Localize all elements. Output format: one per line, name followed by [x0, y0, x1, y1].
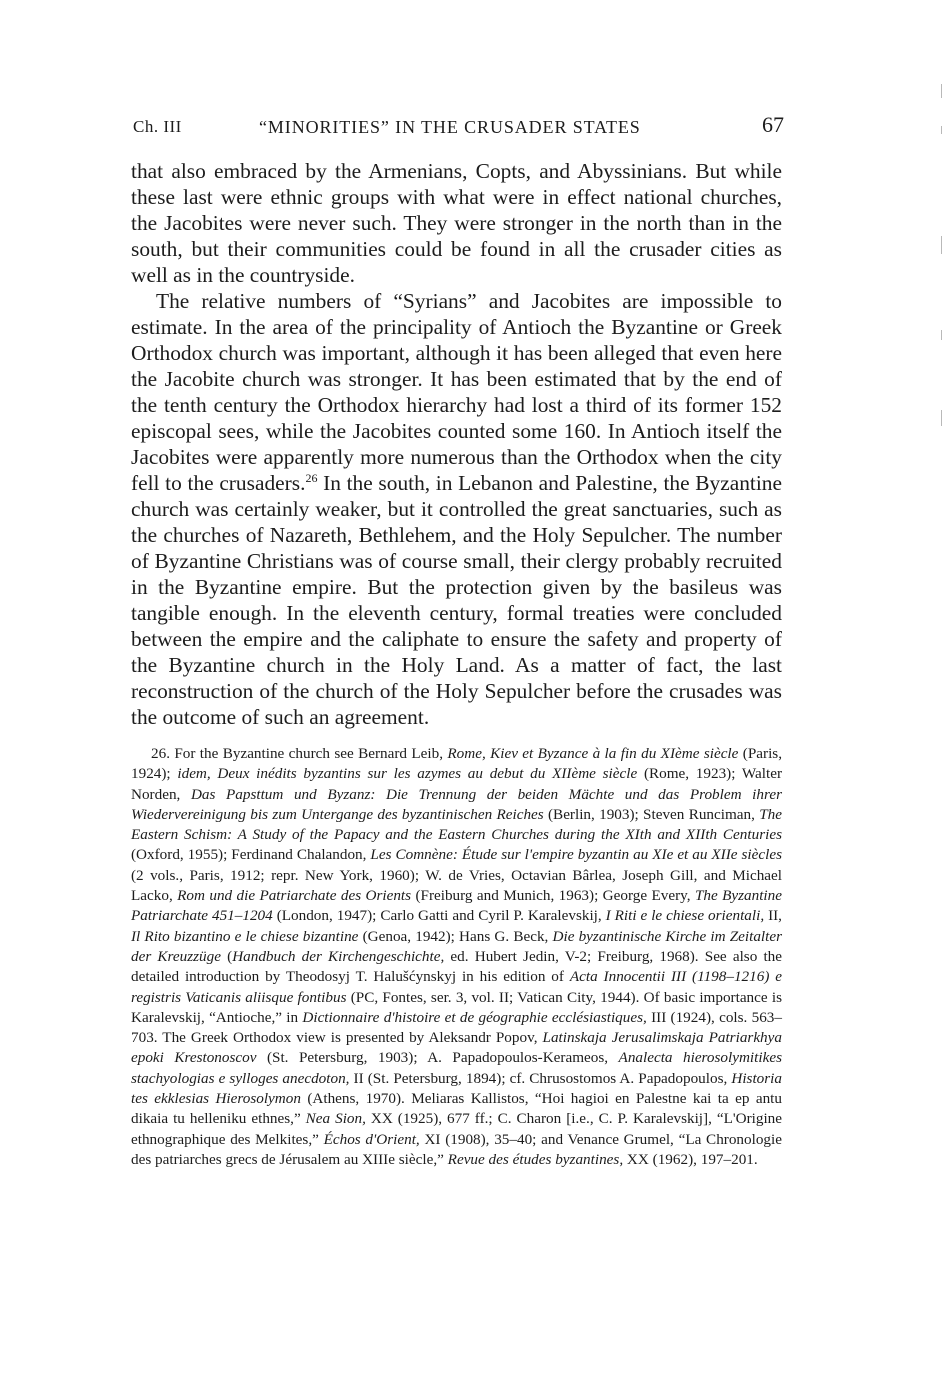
running-title: “MINORITIES” IN THE CRUSADER STATES — [259, 117, 641, 137]
footnote-text-run: (PC, Fontes, ser. 3, vol. II; Vatican City, 1944). Of basic importance is Karalevskij, “Antioche,” in — [131, 988, 782, 1026]
paragraph-2 — [131, 288, 782, 730]
footnote-title-italic: Il Rito bizantino e le chiese bizantine — [131, 927, 359, 945]
footnote-title-italic: Acta Innocentii III (1198–1216) e registris Vaticanis aliisque fontibus — [131, 968, 783, 1006]
footnote-26 — [131, 744, 782, 1170]
footnote-text-run: (Genoa, 1942); Hans G. Beck, — [358, 927, 553, 945]
book-page — [131, 112, 782, 1170]
footnote-title-italic: The Eastern Schism: A Study of the Papacy and the Eastern Churches during the XIth and XIIth Centuries — [131, 805, 782, 844]
footnote-text-run: (Paris, 1924); — [131, 745, 782, 783]
footnote-text-run: (St. Petersburg, 1903); A. Papadopoulos-Kerameos, — [256, 1049, 619, 1067]
footnote-reference-26[interactable]: 26 — [305, 471, 318, 485]
body-text — [131, 158, 782, 730]
footnote-text-run: (2 vols., Paris, 1912; repr. New York, 1960); W. de Vries, Octavian Bârlea, Joseph Gill, and Michael Lacko, — [131, 866, 782, 905]
footnote-text-run: (London, 1947); Carlo Gatti and Cyril P. Karalevskij, — [272, 907, 606, 925]
footnote-title-italic: Analecta hierosolymitikes stachyologias e sylloges anecdoton, — [131, 1049, 782, 1087]
footnote-text-run: (Berlin, 1903); Steven Runciman, — [543, 805, 760, 823]
footnote-text-run: (Oxford, 1955); Ferdinand Chalandon, — [131, 846, 371, 864]
footnote-text-run: (Freiburg and Munich, 1963); George Every, — [411, 887, 695, 905]
footnote-text-run: ed. Hubert Jedin, V-2; Freiburg, 1968). See also the detailed introduction by Theodosyj T. Halušćynskyj in his edition of — [131, 947, 782, 986]
footnote-text-run: (Athens, 1970). Meliaras Kallistos, “Hoi hagioi en Palestne kai ta ep antu dikaia tu helleniku ethnes,” — [131, 1090, 782, 1128]
page-edge-artifacts — [938, 0, 944, 1380]
footnote-title-italic: Latinskaja Jerusalimskaja Patriarkhya epoki Krestonoscov — [131, 1029, 782, 1067]
page-number: 67 — [762, 112, 784, 137]
footnote-title-italic: idem, Deux inédits byzantins sur les azymes au debut du XIIème siècle — [177, 765, 638, 783]
chapter-label: Ch. III — [133, 117, 182, 136]
footnote-title-italic: Échos d'Orient, — [323, 1130, 420, 1148]
footnote-text-run: II, — [764, 907, 782, 925]
footnote-title-italic: Handbuch der Kirchengeschichte, — [232, 947, 445, 965]
footnote-title-italic: Dictionnaire d'histoire et de géographie ecclésiastiques, — [302, 1008, 647, 1026]
footnote-title-italic: I Riti e le chiese orientali, — [605, 907, 765, 925]
footnote-text-run: III (1924), cols. 563–703. The Greek Orthodox view is presented by Aleksandr Popov, — [131, 1008, 782, 1047]
footnote-text-run: XI (1908), 35–40; and Venance Grumel, “La Chronologie des patriarches grecs de Jérusalem au XIIIe siècle,” — [131, 1130, 782, 1168]
footnote-title-italic: Das Papsttum und Byzanz: Die Trennung der beiden Mächte und das Problem ihrer Wiedervereinigung bis zum Untergange des byzantinischen Reiches — [131, 785, 782, 823]
footnote-title-italic: Revue des études byzantines, — [447, 1150, 624, 1168]
paragraph-2-part-1: The relative numbers of “Syrians” and Jacobites are impossible to estimate. In the area of the principality of Antioch the Byzantine or Greek Orthodox church was important, although it has been alleged that even here the Jacobite church was stronger. It has been estimated that by the end of the tenth century the Orthodox hierarchy had lost a third of its former 152 episcopal sees, while the Jacobites counted some 160. In Antioch itself the Jacobites were apparently more numerous than the Orthodox when the city fell to the crusaders. — [131, 289, 782, 495]
footnote-title-italic: Nea Sion, — [305, 1110, 366, 1128]
footnote-text-run: ( — [220, 947, 233, 965]
footnote-title-italic: Die byzantinische Kirche im Zeitalter der Kreuzzüge — [131, 927, 783, 965]
footnote-title-italic: Les Comnène: Étude sur l'empire byzantin au XIe et au XIIe siècles — [370, 846, 782, 864]
footnote-text-run: II (St. Petersburg, 1894); cf. Chrusostomos A. Papadopoulos, — [349, 1069, 732, 1087]
footnote-text-run: XX (1962), 197–201. — [623, 1150, 758, 1168]
footnote-title-italic: Rome, Kiev et Byzance à la fin du XIème siècle — [447, 745, 739, 762]
footnote-text — [131, 744, 782, 1170]
footnote-text-run: XX (1925), 677 ff.; C. Charon [i.e., C. P. Karalevskij], “L'Origine ethnographique des Melkites,” — [131, 1110, 782, 1148]
footnote-text-run: (Rome, 1923); Walter Norden, — [131, 765, 783, 803]
paragraph-1: that also embraced by the Armenians, Copts, and Abyssinians. But while these last were ethnic groups with what were in effect national churches, the Jacobites were never such. They were stronger in the north than in the south, but their communities could be found in all the crusader cities as well as in the countryside. — [131, 159, 782, 287]
footnote-title-italic: Rom und die Patriarchate des Orients — [177, 887, 412, 905]
running-head — [131, 112, 782, 142]
footnote-title-italic: The Byzantine Patriarchate 451–1204 — [131, 887, 782, 925]
footnote-title-italic: Historia tes ekklesias Hierosolymon — [131, 1069, 782, 1108]
paragraph-2-part-2: In the south, in Lebanon and Palestine, the Byzantine church was certainly weaker, but it controlled the great sanctuaries, such as the churches of Nazareth, Bethlehem, and the Holy Sepulcher. The number of Byzantine Christians was of course small, their clergy probably recruited in the Byzantine empire. But the protection given by the basileus was tangible enough. In the eleventh century, formal treaties were concluded between the empire and the caliphate to ensure the safety and property of the Byzantine church in the Holy Land. As a matter of fact, the last reconstruction of the church of the Holy Sepulcher before the crusades was the outcome of such an agreement. — [131, 471, 782, 729]
footnote-text-run: 26. For the Byzantine church see Bernard Leib, — [151, 745, 448, 762]
